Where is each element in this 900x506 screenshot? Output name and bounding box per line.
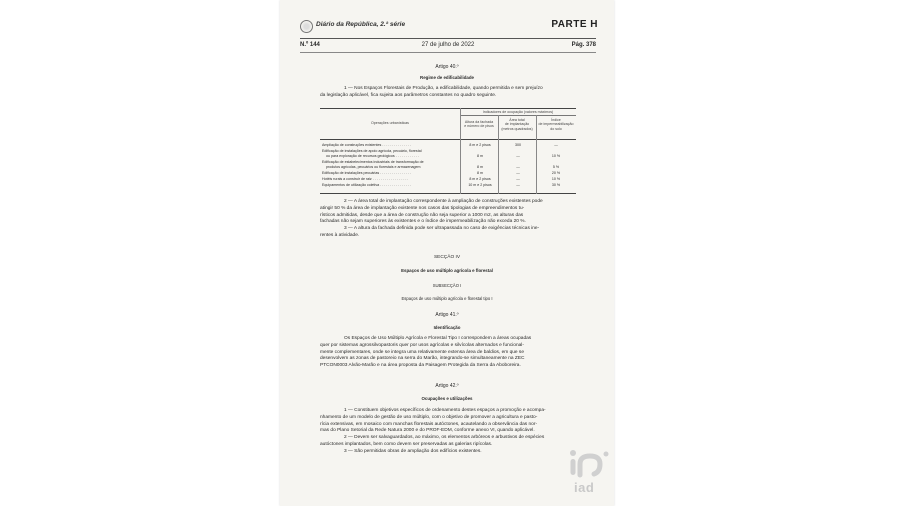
page-number: Pág. 378 [571, 42, 596, 48]
table-cell-height: 10 m e 2 pisos [468, 183, 492, 187]
meta-rule [300, 52, 596, 53]
issue-meta [300, 42, 596, 52]
text-line: mas do Plano Setorial da Rede Natura 2000 e do PROF-EDM, conforme anexo VI, quando aplicável. [320, 428, 535, 434]
header-line: Índice [551, 118, 561, 122]
table-cell-operation: ou para exploração de recursos geológicos . . . . . . . . . . . . [326, 154, 419, 158]
watermark-text: iad [574, 480, 595, 495]
table-cell-operation: Edificação de instalações pecuárias . . . . . . . . . . . . . . . . [322, 171, 412, 175]
table-row [320, 171, 576, 176]
table-cell-index: 10 % [551, 177, 561, 181]
article-40-para-2 [320, 199, 576, 240]
table-cell-area: — [516, 165, 520, 169]
table-row [320, 165, 576, 170]
table-cell-height: 8 m e 2 pisos [469, 177, 491, 181]
article-41-subtitle: Identificação [433, 325, 461, 330]
section-title: SECÇÃO IV [433, 255, 461, 260]
subsection-subtitle: Espaços de uso múltiplo agrícola e florestal tipo I [401, 296, 493, 301]
table-cell-operation: Edificação de estabelecimentos industriais de transformação de [322, 160, 424, 164]
table-cell-height: 8 m [477, 165, 483, 169]
table-cell-index: 10 % [551, 154, 561, 158]
journal-header [298, 20, 598, 36]
text-line: atingir 50 % da área de implantação existente nos casos das tipologias de empreendimentos tu- [320, 205, 525, 211]
table-cell-operation: produtos agrícolas, pecuários ou florestais e armazenagem [326, 165, 421, 169]
table-row [320, 143, 576, 148]
article-42-para [320, 408, 576, 456]
section-subtitle: Espaços de uso múltiplo agrícola e florestal [401, 268, 493, 273]
text-line: 1 — Nos Espaços Florestais de Produção, a edificabilidade, quando permitida e sem prejuízo [344, 86, 543, 91]
table-cell-index: — [554, 143, 558, 147]
text-line: da legislação aplicável, fica sujeita aos parâmetros constantes no quadro seguinte. [320, 92, 497, 98]
text-line: mente complementares, onde se integra uma relativamente extensa área de baldios, em que se [320, 349, 524, 355]
table-cell-operation: Equipamentos de utilização coletiva . . . . . . . . . . . . . . . . [322, 183, 412, 187]
table-cell-height: 8 m [477, 171, 483, 175]
table-group-header: Indicadores de ocupação (valores máximos) [482, 109, 554, 114]
text-line: rísticos admitidas, desde que a área de construção não seja superior a 1000 m2, as alturas das [320, 212, 524, 218]
header-line: de implantação [504, 122, 530, 127]
text-line: 2 — Devem ser salvaguardados, ao máximo, os elementos arbóreos e arbustivos de espécies [344, 435, 545, 441]
article-41-para [320, 336, 576, 370]
table-bottom-rule [320, 193, 576, 194]
text-line: PTCON0003 Alvão-Marão e na área proposta da Paisagem Protegida da Serra da Aboboreira. [320, 363, 521, 369]
header-line: e número de pisos [464, 124, 494, 129]
article-40-title: Artigo 40.º [435, 64, 459, 70]
header-line: do solo [550, 126, 562, 131]
table-row [320, 177, 576, 182]
text-line: 2 — A área total de implantação correspondente à ampliação de construções existentes pode [344, 199, 543, 204]
header-line: Área total [509, 118, 525, 122]
issue-date: 27 de julho de 2022 [421, 42, 475, 48]
table-header-area [498, 118, 536, 131]
article-40-para-1 [320, 86, 576, 100]
text-line: 3 — São permitidas obras de ampliação dos edifícios existentes. [344, 448, 482, 454]
iad-logo-icon [566, 448, 616, 498]
table-cell-index: 30 % [551, 183, 561, 187]
text-line: quer por sistemas agrossilvopastoris quer por usos agrícolas e silvícolas alternados e funcional- [320, 342, 524, 348]
document-page [280, 0, 614, 506]
text-line: Os Espaços de Uso Múltiplo Agrícola e Florestal Tipo I correspondem a áreas ocupadas [344, 336, 532, 341]
table-header-rule [320, 139, 576, 140]
header-rule [300, 38, 596, 39]
table-cell-area: — [516, 177, 520, 181]
part-label: PARTE H [551, 19, 598, 30]
table-row [320, 154, 576, 159]
table-header-impermeability [536, 118, 576, 131]
table-cell-area: — [516, 183, 520, 187]
table-cell-index: 5 % [552, 165, 560, 169]
text-line: 3 — A altura da fachada definida pode ser ultrapassada no caso de exigências técnicas ine- [344, 226, 540, 232]
table-cell-operation: Ampliação de construções existentes . . . . . . . . . . . . . . . [322, 143, 412, 147]
table-header-operations: Operações urbanísticas [371, 121, 409, 125]
text-line: rícia extensivas, em mosaico com manchas florestais autóctones, acautelando a observância das nor- [320, 421, 538, 427]
article-41-title: Artigo 41.º [435, 312, 459, 318]
subsection-title: SUBSECÇÃO I [432, 283, 462, 288]
journal-name: Diário da República, 2.ª série [316, 21, 406, 28]
issue-number: N.º 144 [300, 42, 320, 48]
table-row [320, 183, 576, 188]
table-header-height [460, 120, 498, 129]
table-cell-area: — [516, 154, 520, 158]
table-cell-area: — [516, 171, 520, 175]
text-line: autóctones implantados, bem como devem ser preservadas as galerias ripícolas. [320, 441, 493, 447]
article-42-title: Artigo 42.º [435, 383, 459, 389]
article-40-subtitle: Regime de edificabilidade [420, 75, 474, 80]
republic-seal-icon [300, 20, 313, 33]
header-line: (metros quadrados) [501, 126, 533, 131]
table-cell-height: 8 m [477, 154, 483, 158]
article-42-subtitle: Ocupações e utilizações [421, 396, 473, 401]
text-line: nhamento de um modelo de gestão de uso múltiplo, com o objetivo de promover a agricultura e pasto- [320, 414, 538, 420]
table-cell-operation: Edificação de instalações de apoio agrícola, pecuário, florestal [322, 149, 422, 153]
table-cell-height: 8 m e 2 pisos [469, 143, 491, 147]
table-cell-index: 20 % [551, 171, 561, 175]
header-line: de impermeabilização [538, 122, 574, 127]
text-line: fachadas não sejam superiores às existentes e o índice de impermeabilização não exceda 20 %. [320, 219, 526, 225]
table-cell-operation: Hotéis rurais a construir de raiz . . . . . . . . . . . . . . . . . . [322, 177, 408, 181]
table-cell-area: 300 [515, 143, 521, 147]
text-line: desenvolvem as zonas de pastoreio na serra do Marão, integrando-se simultaneamente na ZEC [320, 356, 525, 362]
header-line: Altura da fachada [464, 120, 494, 124]
iad-logo-mark [566, 448, 616, 482]
table-group-rule [460, 115, 576, 116]
text-line: 1 — Constituem objetivos específicos de ordenamento destes espaços a promoção e acompa- [344, 408, 546, 413]
text-line: rentes à atividade. [320, 232, 360, 238]
